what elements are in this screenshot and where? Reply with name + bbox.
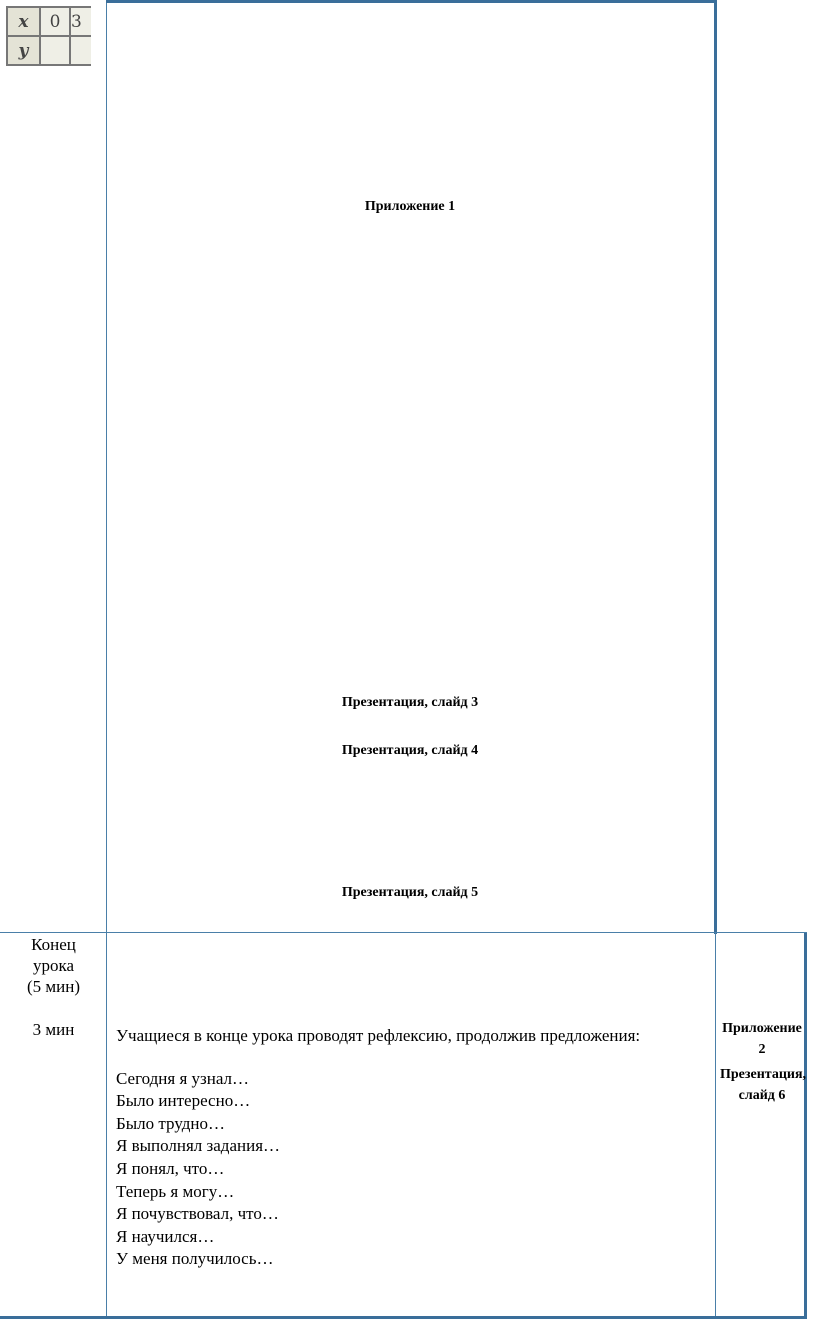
reflection-sentence: Теперь я могу… [116, 1181, 235, 1201]
reflection-sentence: Сегодня я узнал… [116, 1068, 250, 1088]
reflection-sentence: Я выполнял задания… [116, 1136, 281, 1156]
column-divider-left [106, 0, 107, 1318]
reflection-sentence: Я понял, что… [116, 1158, 225, 1178]
table-bottom-border [0, 1316, 807, 1319]
presentation-slide-6-label: Презентация, слайд 6 [720, 1067, 807, 1103]
table-cell [40, 36, 70, 65]
stage-line: Конец [31, 935, 76, 954]
table-cell [70, 36, 91, 65]
reflection-intro: Учащиеся в конце урока проводят рефлексию, продолжив предложения: [116, 1026, 641, 1045]
table-row [7, 36, 91, 65]
table-cell: 3 [70, 7, 91, 36]
row-divider [0, 932, 807, 933]
lesson-stage [0, 934, 107, 997]
reflection-sentence: Я почувствовал, что… [116, 1204, 279, 1224]
stage-line: урока [32, 956, 75, 975]
resources-column [720, 1018, 807, 1110]
presentation-slide-5-label: Презентация, слайд 5 [341, 885, 479, 900]
reflection-sentence: Я научился… [116, 1226, 215, 1246]
reflection-sentence: У меня получилось… [116, 1249, 274, 1269]
stage-line: (5 мин) [26, 977, 81, 996]
reflection-sentence: Было интересно… [116, 1091, 251, 1111]
reflection-sentence: Было трудно… [116, 1113, 226, 1133]
table-top-border-upper [106, 0, 717, 3]
xy-value-table-image [6, 6, 91, 66]
table-cell-y-label: y [7, 36, 40, 65]
column-divider-right-lower [715, 932, 716, 1318]
presentation-slide-3-label: Презентация, слайд 3 [341, 695, 479, 710]
presentation-slide-4-label: Презентация, слайд 4 [341, 743, 479, 758]
table-right-border [804, 932, 807, 1319]
appendix-1-label: Приложение 1 [364, 199, 456, 214]
reflection-content [116, 1025, 708, 1271]
table-cell-x-label: x [7, 7, 40, 36]
table-cell: 0 [40, 7, 70, 36]
stage-duration: 3 мин [32, 1020, 75, 1039]
appendix-2-label: Приложение 2 [722, 1021, 802, 1057]
table-row [7, 7, 91, 36]
column-divider-right [714, 0, 717, 934]
